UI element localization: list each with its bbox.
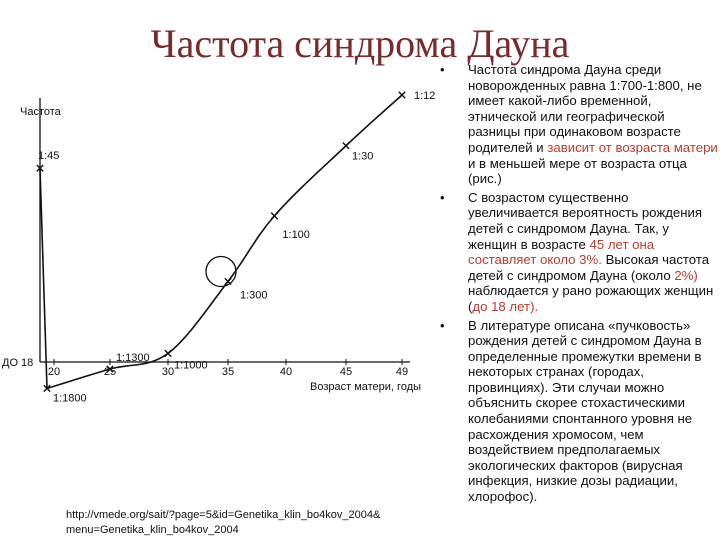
x-tick-label: ДО 18 xyxy=(2,357,34,369)
x-axis-label: Возраст матери, годы xyxy=(310,381,422,393)
highlighted-text: 45 лет она составляет около 3%. xyxy=(468,236,655,268)
y-axis-label: Частота xyxy=(20,106,61,118)
data-label: 1:1000 xyxy=(174,359,208,372)
bullet-dot-icon: • xyxy=(440,317,445,333)
x-tick-label: 35 xyxy=(221,366,235,378)
x-tick-label: 49 xyxy=(395,366,409,378)
slide-title: Частота синдрома Дауна xyxy=(150,21,570,66)
frequency-curve xyxy=(40,95,402,388)
bullet-dot-icon: • xyxy=(440,62,445,77)
source-line-1[interactable]: http://vmede.org/sait/?page=5&id=Genetika_klin_bo4kov_2004& xyxy=(66,509,381,521)
x-tick-label: 30 xyxy=(161,366,175,378)
curve-layer xyxy=(40,95,402,388)
source-link[interactable] xyxy=(66,508,380,538)
highlighted-text: 2%) xyxy=(674,267,698,283)
data-label: 1:45 xyxy=(38,150,60,163)
bullet-text: Высокая частота детей с синдромом Дауна (около xyxy=(468,252,710,283)
source-line-2[interactable]: menu=Genetika_klin_bo4kov_2004 xyxy=(66,524,239,536)
bullet-item xyxy=(430,190,720,315)
bullet-list xyxy=(430,62,720,508)
bullet-text: и в меньшей мере от возраста отца (рис.) xyxy=(468,155,687,187)
bullet-text: В литературе описана «пучковость» рождения детей с синдромом Дауна в определенные промежутки времени в некоторых странах (городах, провинциях). Эти случаи можно объяснить скорее стохастическими колебаниями спонтанного уровня не расхождения хромосом, чем воздействием предполагаемых экологических факторов (вирусная инфекция, низкие дозы радиации, хлорофос). xyxy=(468,317,702,505)
x-tick-label: 25 xyxy=(103,366,117,378)
x-tick-label: 40 xyxy=(279,366,293,378)
data-label: 1:100 xyxy=(282,228,310,241)
chart-marks xyxy=(37,92,405,392)
bullet-dot-icon: • xyxy=(440,189,445,205)
data-label: 1:30 xyxy=(352,150,374,163)
data-label: 1:12 xyxy=(414,90,436,102)
highlighted-text: до 18 лет). xyxy=(472,298,539,314)
data-label: 1:1800 xyxy=(53,392,87,405)
x-tick-label: 45 xyxy=(339,366,353,378)
data-label: 1:300 xyxy=(240,289,268,302)
bullet-text: С возрастом существенно увеличивается вероятность рождения детей с синдромом Дауна. Так, у женщин в возрасте xyxy=(468,189,703,252)
data-label: 1:1300 xyxy=(116,352,150,365)
highlight-circle xyxy=(206,256,236,286)
highlighted-text: зависит от возраста матери xyxy=(547,139,718,155)
bullet-text: наблюдается у рано рожающих женщин ( xyxy=(468,283,714,314)
x-tick-label: 20 xyxy=(47,366,61,378)
bullet-text: Частота синдрома Дауна среди новорожденных равна 1:700-1:800, не имеет какой-либо временной, этнической или географической разницы при одинаковом возрасте родителей и xyxy=(468,62,702,155)
chart-labels xyxy=(2,90,435,404)
age-frequency-chart xyxy=(0,80,440,410)
bullet-item xyxy=(430,318,720,505)
bullet-item xyxy=(430,62,720,187)
